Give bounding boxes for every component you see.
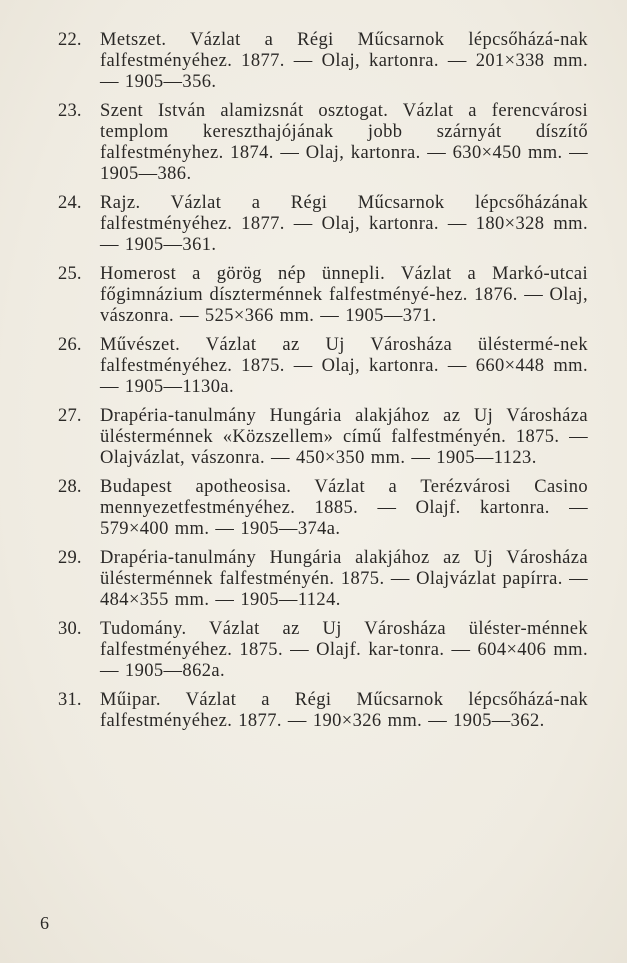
entry-text: Rajz. Vázlat a Régi Műcsarnok lépcsőházának falfestményéhez. 1877. — Olaj, kartonra. — 180×328 mm. — 1905—361. bbox=[100, 193, 588, 255]
entry-number: 26. bbox=[58, 335, 82, 355]
catalog-entry-22 bbox=[58, 30, 588, 93]
entry-text: Budapest apotheosisa. Vázlat a Terézvárosi Casino mennyezetfestményéhez. 1885. — Olajf. kartonra. — 579×400 mm. — 1905—374a. bbox=[100, 477, 588, 539]
entry-number: 30. bbox=[58, 619, 82, 639]
page-number: 6 bbox=[40, 913, 49, 933]
entry-text: Szent István alamizsnát osztogat. Vázlat a ferencvárosi templom kereszthajójának jobb szárnyát díszítő falfestményhez. 1874. — Olaj, kartonra. — 630×450 mm. — 1905—386. bbox=[100, 101, 588, 184]
entry-number: 25. bbox=[58, 264, 82, 284]
catalog-entry-23 bbox=[58, 101, 588, 185]
catalog-entry-26 bbox=[58, 335, 588, 398]
catalog-entry-31 bbox=[58, 690, 588, 732]
entry-text: Homerost a görög nép ünnepli. Vázlat a Markó-utcai főgimnázium díszterménnek falfestményé-hez. 1876. — Olaj, vászonra. — 525×366 mm. — 1905—371. bbox=[100, 264, 588, 326]
entry-number: 31. bbox=[58, 690, 82, 710]
entry-text: Metszet. Vázlat a Régi Műcsarnok lépcsőházá-nak falfestményéhez. 1877. — Olaj, kartonra. — 201×338 mm. — 1905—356. bbox=[100, 30, 588, 92]
catalog-entry-28 bbox=[58, 477, 588, 540]
catalog-entries bbox=[58, 30, 588, 740]
entry-number: 23. bbox=[58, 101, 82, 121]
catalog-entry-30 bbox=[58, 619, 588, 682]
catalog-entry-29 bbox=[58, 548, 588, 611]
catalog-entry-25 bbox=[58, 264, 588, 327]
entry-text: Tudomány. Vázlat az Uj Városháza üléster-ménnek falfestményéhez. 1875. — Olajf. kar-tonra. — 604×406 mm. — 1905—862a. bbox=[100, 619, 588, 681]
entry-number: 22. bbox=[58, 30, 82, 50]
catalog-entry-24 bbox=[58, 193, 588, 256]
entry-number: 29. bbox=[58, 548, 82, 568]
entry-text: Drapéria-tanulmány Hungária alakjához az Uj Városháza ülésterménnek «Közszellem» című falfestményén. 1875. — Olajvázlat, vászonra. — 450×350 mm. — 1905—1123. bbox=[100, 406, 588, 468]
entry-text: Művészet. Vázlat az Uj Városháza üléstermé-nek falfestményéhez. 1875. — Olaj, kartonra. — 660×448 mm. — 1905—1130a. bbox=[100, 335, 588, 397]
catalog-entry-27 bbox=[58, 406, 588, 469]
entry-number: 28. bbox=[58, 477, 82, 497]
entry-number: 27. bbox=[58, 406, 82, 426]
entry-text: Műipar. Vázlat a Régi Műcsarnok lépcsőházá-nak falfestményéhez. 1877. — 190×326 mm. — 1905—362. bbox=[100, 690, 588, 731]
entry-number: 24. bbox=[58, 193, 82, 213]
entry-text: Drapéria-tanulmány Hungária alakjához az Uj Városháza ülésterménnek falfestményén. 1875. — Olajvázlat papírra. — 484×355 mm. — 1905—1124. bbox=[100, 548, 588, 610]
